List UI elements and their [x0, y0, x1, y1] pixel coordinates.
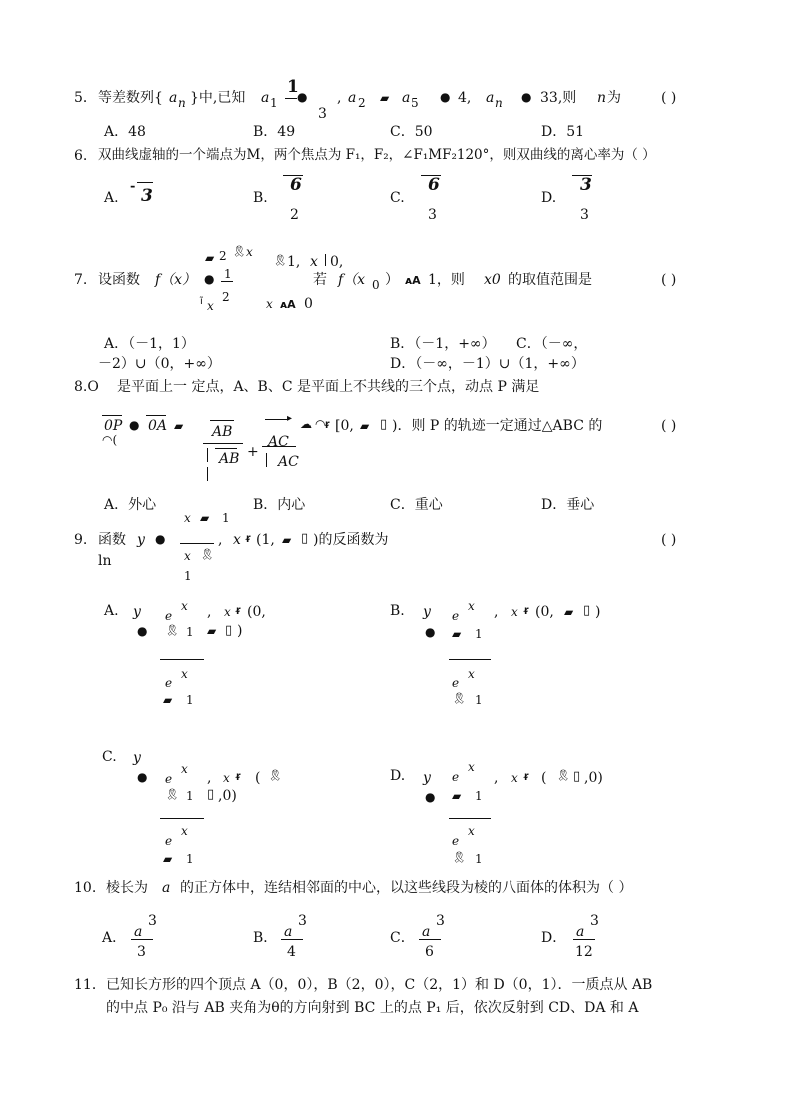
- q5-dot3: ●: [521, 90, 532, 104]
- q9-a-xin: x: [224, 605, 231, 619]
- q6-b-den: 2: [290, 207, 299, 223]
- q10-d-exp: 3: [590, 913, 599, 929]
- q6-d-num: 3: [580, 175, 592, 195]
- q9-a-in-icon: ᵲ: [236, 603, 241, 617]
- q10-c-exp: 3: [436, 913, 445, 929]
- q7-frac-bar: [221, 281, 233, 282]
- q10-stem: 棱长为: [106, 880, 148, 896]
- q10-option-c-label: C．: [390, 930, 415, 946]
- q9-c-den-x: x: [181, 824, 188, 838]
- q5-option-c: C．50: [390, 124, 433, 140]
- q10-tail: 的正方体中，连结相邻面的中心，以这些线段为棱的八面体的体积为（ ）: [180, 880, 633, 896]
- q8-op-arrow: [102, 415, 122, 416]
- q7-if: 若: [313, 272, 327, 288]
- q9-d-e: e: [452, 770, 460, 784]
- q5-nvar: n: [597, 90, 607, 106]
- q9-x-top: x: [184, 511, 191, 525]
- q5-thirtythree: 33,则: [540, 90, 577, 106]
- q9-d-bracket-icon: ▯: [573, 769, 581, 784]
- q6-option-d-label: D.: [541, 190, 557, 206]
- q9-b-plus-icon: ▰: [452, 627, 462, 641]
- q9-a-e: e: [165, 609, 173, 623]
- q7-two-frac: 2: [222, 290, 230, 304]
- q9-number: 9.: [74, 532, 88, 548]
- q9-d-one: 1: [475, 789, 483, 803]
- q8-ab2: AB: [219, 451, 240, 467]
- q9-eq-dot: ●: [155, 532, 166, 546]
- q10-a: a: [162, 880, 171, 896]
- q8-stem: 是平面上一 定点，A、B、C 是平面上不共线的三个点，动点 P 满足: [117, 379, 540, 395]
- q5-sub1: 1: [270, 96, 278, 110]
- q9-answer-paren: ( ): [661, 532, 677, 548]
- q7-range: 的取值范围是: [508, 272, 592, 288]
- q9-b-den-e: e: [452, 676, 460, 690]
- q9-plus-icon: ▰: [200, 511, 210, 525]
- q9-d-interval: (: [541, 770, 547, 786]
- q9-d-minus-icon: 🎗: [556, 769, 570, 782]
- q8-tail: )．则 P 的轨迹一定通过△ABC 的: [392, 418, 603, 434]
- q10-option-a-label: A．: [102, 930, 127, 946]
- q10-number: 10.: [74, 880, 97, 896]
- q8-in-icon: ᵲ: [325, 417, 330, 431]
- q8-ac-arrow: [265, 419, 289, 420]
- q9-d-eq-dot: ●: [425, 790, 436, 804]
- q9-b-eq-dot: ●: [425, 625, 436, 639]
- q7-x-cond2: x: [266, 297, 273, 311]
- q5-an: a: [486, 90, 495, 106]
- q8-ab-arrow: [210, 420, 234, 421]
- q9-b-den-one: 1: [475, 693, 483, 707]
- q9-b-close: ): [595, 604, 601, 620]
- q5-garbled-plus-icon: ▰: [380, 91, 390, 105]
- q10-d-num-a: a: [576, 924, 585, 940]
- q9-c-xin: x: [223, 771, 230, 785]
- q9-b-interval: (0,: [535, 604, 554, 620]
- q5-a2: a: [348, 90, 357, 106]
- q9-stem: 函数: [98, 532, 126, 548]
- q8-option-c: C．重心: [390, 497, 443, 513]
- q7-zero: 0: [304, 296, 313, 312]
- q9-b-bracket-icon: ▯: [583, 603, 591, 618]
- q9-one-bot: 1: [184, 569, 192, 583]
- q11-line-1: 已知长方形的四个顶点 A（0，0），B（2，0），C（2，1）和 D（0，1）．一质点从 AB: [106, 977, 653, 993]
- q9-d-den-x: x: [468, 824, 475, 838]
- q9-d-frac-bar: [449, 818, 491, 819]
- q9-c-y: y: [133, 750, 141, 766]
- q9-a-x: x: [181, 599, 188, 613]
- q8-answer-paren: ( ): [661, 418, 677, 434]
- q11-line-2: 的中点 P₀ 沿与 AB 夹角为θ的方向射到 BC 上的点 P₁ 后，依次反射到 CD、DA 和 A: [106, 1000, 639, 1016]
- q6-option-a-label: A.: [104, 190, 119, 206]
- q9-b-frac-bar: [449, 659, 491, 660]
- q6-a-neg: -: [130, 179, 136, 194]
- q9-option-a-label: A.: [104, 603, 119, 619]
- q8-oa: 0A: [148, 418, 168, 434]
- q7-option-d: D．（－∞，－1）∪（1，+∞）: [390, 356, 585, 372]
- q9-a-inf-icon: ▰: [207, 624, 217, 638]
- q9-c-den-one: 1: [186, 852, 194, 866]
- q5-number: 5．: [74, 90, 97, 106]
- q5-a5: a: [402, 90, 411, 106]
- q5-frac-one: 1: [287, 77, 299, 97]
- q8-plus: +: [247, 444, 259, 460]
- q9-inf-icon: ▰: [282, 533, 292, 547]
- q9-b-e: e: [452, 609, 460, 623]
- q6-number: 6.: [74, 148, 88, 164]
- q6-a-sqrt-bar: [137, 182, 153, 183]
- q9-a-close: ): [237, 623, 243, 639]
- q10-a-exp: 3: [148, 913, 157, 929]
- q10-a-frac-bar: [131, 939, 153, 940]
- q5-a: a: [169, 90, 178, 106]
- q9-d-den-one: 1: [475, 852, 483, 866]
- q5-four: 4,: [458, 90, 472, 106]
- q7-ribbon-icon: 🎗: [232, 245, 246, 258]
- q9-c-minus-icon-2: 🎗: [165, 788, 179, 801]
- q9-c-minus-icon: 🎗: [268, 769, 282, 782]
- q7-option-c-cont: －2）∪（0，+∞）: [98, 356, 221, 372]
- q5-brace-close: }中,已知: [190, 90, 246, 106]
- q8-ac2: AC: [278, 454, 299, 470]
- q10-option-b-label: B．: [253, 930, 278, 946]
- q9-c-den-e: e: [165, 834, 173, 848]
- q9-b-one: 1: [475, 627, 483, 641]
- q9-d-y: y: [423, 770, 431, 786]
- q5-dot2: ●: [440, 90, 451, 104]
- q8-number: 8.O: [74, 379, 99, 395]
- q9-a-den-x: x: [181, 667, 188, 681]
- q9-b-inf-icon: ▰: [564, 605, 574, 619]
- q8-abs-left-1: [207, 448, 208, 462]
- q8-ab2-arrow: [215, 448, 237, 449]
- q7-garbled-icon: ▰: [205, 251, 215, 265]
- q10-a-num-a: a: [134, 924, 143, 940]
- q9-a-comma: ,: [207, 604, 212, 620]
- q9-a-eq-dot: ●: [137, 624, 148, 638]
- q8-abs-left-3: [266, 453, 267, 467]
- q9-d-comma: ,: [494, 770, 499, 786]
- q8-oa-arrow: [146, 415, 166, 416]
- q8-sup-icon: ☁: [300, 417, 312, 431]
- q9-b-den-x: x: [468, 667, 475, 681]
- q9-comma: ,: [218, 532, 223, 548]
- q9-c-comma: ,: [207, 770, 212, 786]
- q7-x-low: x: [207, 299, 214, 313]
- q8-lambda-icon-2: ◠: [315, 417, 326, 431]
- q9-c-bracket-icon: ▯: [207, 787, 215, 802]
- q9-tail: )的反函数为: [313, 532, 389, 548]
- q5-a1: a: [261, 90, 270, 106]
- q9-d-close: ,0): [584, 770, 603, 786]
- q9-c-x: x: [181, 762, 188, 776]
- q7-one-frac: 1: [224, 267, 232, 281]
- q8-op: 0P: [104, 418, 123, 434]
- q7-gt-icon: ᴀA: [405, 274, 421, 287]
- q5-frac-three: 3: [318, 106, 327, 122]
- q9-a-den-plus-icon: ▰: [163, 693, 173, 707]
- q5-fraction-bar: [285, 98, 297, 99]
- q7-x-cond: x: [310, 254, 318, 270]
- q7-x-top: x: [246, 245, 253, 259]
- q7-gt-icon-2: ᴀA: [280, 298, 296, 311]
- q6-stem: 双曲线虚轴的一个端点为M，两个焦点为 F₁，F₂，∠F₁MF₂120°，则双曲线的离心率为（ ）: [98, 147, 656, 163]
- q9-a-interval: (0,: [247, 604, 266, 620]
- q8-option-a: A．外心: [104, 497, 157, 513]
- q8-ac-arrowhead: ▸: [287, 413, 293, 424]
- q9-a-y: y: [133, 604, 141, 620]
- q7-answer-paren: ( ): [661, 272, 677, 288]
- q5-dot1: ●: [297, 90, 308, 104]
- q9-d-x: x: [468, 760, 475, 774]
- q9-option-d-label: D.: [390, 768, 406, 784]
- q9-d-in-icon: ᵲ: [524, 769, 529, 783]
- q9-x-bot: x: [184, 549, 191, 563]
- q9-y: y: [137, 532, 145, 548]
- q9-frac-bar: [180, 543, 214, 544]
- q8-dot: ●: [129, 418, 140, 432]
- q9-xin: x: [233, 532, 241, 548]
- q8-lambda-icon: ◠(: [102, 433, 118, 447]
- q9-d-xin: x: [511, 771, 518, 785]
- q7-brace-low-icon: ĩ: [200, 296, 203, 307]
- q9-c-interval: (: [255, 770, 261, 786]
- q7-le0: 0,: [330, 254, 344, 270]
- q8-frac-bar-1: [203, 443, 243, 444]
- q7-le-mark: [325, 254, 326, 266]
- q9-a-den-e: e: [165, 676, 173, 690]
- q6-option-b-label: B.: [253, 190, 268, 206]
- q9-c-close: ,0): [218, 788, 237, 804]
- q9-option-b-label: B.: [390, 603, 405, 619]
- q7-option-c: C．（－∞，: [516, 336, 588, 352]
- q9-a-den-one: 1: [186, 693, 194, 707]
- q5-sub5: 5: [411, 96, 419, 110]
- q9-b-den-minus-icon: 🎗: [452, 692, 466, 705]
- q10-c-num-a: a: [422, 924, 431, 940]
- q9-option-c-label: C.: [102, 749, 117, 765]
- q7-gt1: 1，则: [428, 272, 465, 288]
- q8-frac-bar-2: [262, 446, 296, 447]
- q10-c-den: 6: [425, 944, 434, 960]
- q9-b-y: y: [423, 604, 431, 620]
- q7-fx0: f（x: [338, 272, 366, 288]
- q9-c-e: e: [165, 772, 173, 786]
- q9-interval: (1,: [256, 532, 275, 548]
- q6-d-den: 3: [580, 207, 589, 223]
- q9-a-bracket-icon: ▯: [225, 623, 233, 638]
- q6-option-c-label: C.: [390, 190, 405, 206]
- q9-b-in-icon: ᵲ: [524, 603, 529, 617]
- q9-b-xin: x: [511, 605, 518, 619]
- q5-answer-paren: ( ): [661, 90, 677, 106]
- q10-b-frac-bar: [281, 939, 303, 940]
- q7-two-top: 2: [219, 249, 227, 263]
- q5-wei: 为: [607, 90, 621, 106]
- q7-number: 7.: [74, 272, 88, 288]
- q8-option-b: B．内心: [253, 497, 306, 513]
- q7-stem: 设函数: [98, 272, 140, 288]
- q7-option-b: B．（－1，+∞）: [390, 336, 496, 352]
- q8-abs-left-2: [207, 467, 208, 481]
- q7-close: ）: [385, 272, 399, 288]
- q10-c-frac-bar: [419, 939, 441, 940]
- q8-garbled-plus-icon: ▰: [174, 419, 184, 433]
- q7-x0: x0: [484, 272, 501, 288]
- q10-b-num-a: a: [284, 924, 293, 940]
- q7-option-a: A．（－1，1）: [104, 336, 195, 352]
- q5-comma: ,: [337, 90, 342, 106]
- q9-bracket-icon: ▯: [301, 531, 309, 546]
- q7-sub0: 0: [372, 278, 380, 292]
- q9-a-frac-bar: [160, 659, 204, 660]
- q5-stem: 等差数列{: [98, 90, 163, 106]
- q5-option-d: D．51: [541, 124, 585, 140]
- q9-c-den-plus-icon: ▰: [163, 852, 173, 866]
- q9-in-icon: ᵲ: [246, 531, 251, 545]
- q6-b-num: 6: [290, 175, 302, 195]
- q8-option-d: D．垂心: [541, 497, 595, 513]
- q8-bracket-icon: ▯: [380, 417, 388, 432]
- q5-subn: n: [495, 96, 503, 110]
- q9-c-one: 1: [186, 789, 194, 803]
- q7-brace-dot: ●: [204, 272, 215, 286]
- q11-number: 11．: [74, 977, 106, 993]
- q9-d-den-e: e: [452, 834, 460, 848]
- q9-c-in-icon: ᵲ: [236, 769, 241, 783]
- q10-a-den: 3: [137, 944, 146, 960]
- q7-f: f（x）: [155, 272, 197, 288]
- q8-inf-icon: ▰: [360, 419, 370, 433]
- q10-option-d-label: D．: [541, 930, 567, 946]
- q10-d-den: 12: [575, 944, 593, 960]
- q9-b-x: x: [468, 599, 475, 613]
- q8-range: [0,: [335, 418, 354, 434]
- q9-minus-icon: 🎗: [200, 548, 214, 561]
- q9-a-one: 1: [186, 625, 194, 639]
- q7-ribbon-icon-2: 🎗: [273, 254, 287, 267]
- q9-c-frac-bar: [160, 818, 204, 819]
- q10-b-den: 4: [287, 944, 296, 960]
- q5-option-b: B．49: [253, 124, 296, 140]
- q8-ac: AC: [268, 434, 289, 450]
- q9-b-comma: ,: [494, 604, 499, 620]
- q9-c-eq-dot: ●: [137, 770, 148, 784]
- q10-b-exp: 3: [298, 913, 307, 929]
- q9-d-plus-icon: ▰: [452, 789, 462, 803]
- q5-option-a: A．48: [104, 124, 146, 140]
- q9-a-minus-icon: 🎗: [165, 624, 179, 637]
- q7-one-comma: 1,: [287, 254, 301, 270]
- q6-c-num: 6: [428, 175, 440, 195]
- q9-one-top: 1: [222, 511, 230, 525]
- q6-c-den: 3: [428, 207, 437, 223]
- q5-sub2: 2: [358, 96, 366, 110]
- q5-n: n: [178, 96, 186, 110]
- q10-d-frac-bar: [573, 939, 595, 940]
- q6-a-value: 3: [141, 186, 153, 206]
- q9-ln: ln: [98, 553, 112, 569]
- q8-ab: AB: [212, 424, 233, 440]
- q9-d-den-minus-icon: 🎗: [452, 851, 466, 864]
